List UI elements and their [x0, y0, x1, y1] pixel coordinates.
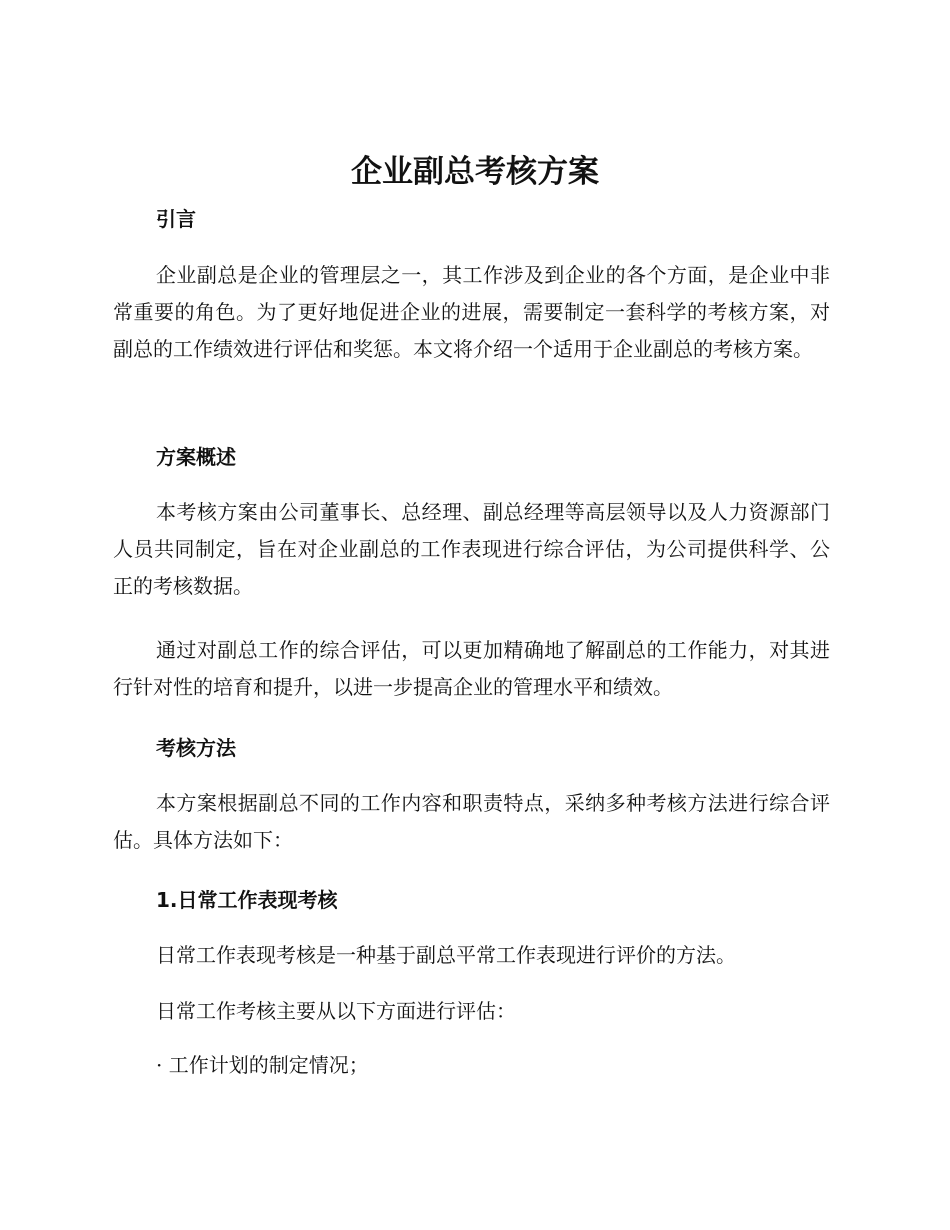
section-heading-introduction: 引言 — [156, 207, 196, 231]
paragraph-overview-2: 通过对副总工作的综合评估，可以更加精确地了解副总的工作能力，对其进行针对性的培育和提升，以进一步提高企业的管理水平和绩效。 — [113, 638, 830, 699]
paragraph-daily-performance-2: 日常工作考核主要从以下方面进行评估： — [156, 999, 516, 1023]
section-heading-daily-performance: 1.日常工作表现考核 — [156, 888, 338, 912]
paragraph-overview-1: 本考核方案由公司董事长、总经理、副总经理等高层领导以及人力资源部门人员共同制定，旨在对企业副总的工作表现进行综合评估，为公司提供科学、公正的考核数据。 — [113, 500, 830, 598]
document-title: 企业副总考核方案 — [351, 154, 599, 190]
section-heading-methods: 考核方法 — [156, 736, 236, 760]
paragraph-introduction: 企业副总是企业的管理层之一，其工作涉及到企业的各个方面，是企业中非常重要的角色。为了更好地促进企业的进展，需要制定一套科学的考核方案，对副总的工作绩效进行评估和奖惩。本文将介绍一个适用于企业副总的考核方案。 — [113, 263, 830, 361]
section-heading-overview: 方案概述 — [156, 445, 236, 469]
paragraph-methods: 本方案根据副总不同的工作内容和职责特点，采纳多种考核方法进行综合评估。具体方法如下： — [113, 791, 830, 852]
paragraph-daily-performance-1: 日常工作表现考核是一种基于副总平常工作表现进行评价的方法。 — [156, 943, 736, 967]
list-item: · 工作计划的制定情况； — [156, 1053, 369, 1077]
